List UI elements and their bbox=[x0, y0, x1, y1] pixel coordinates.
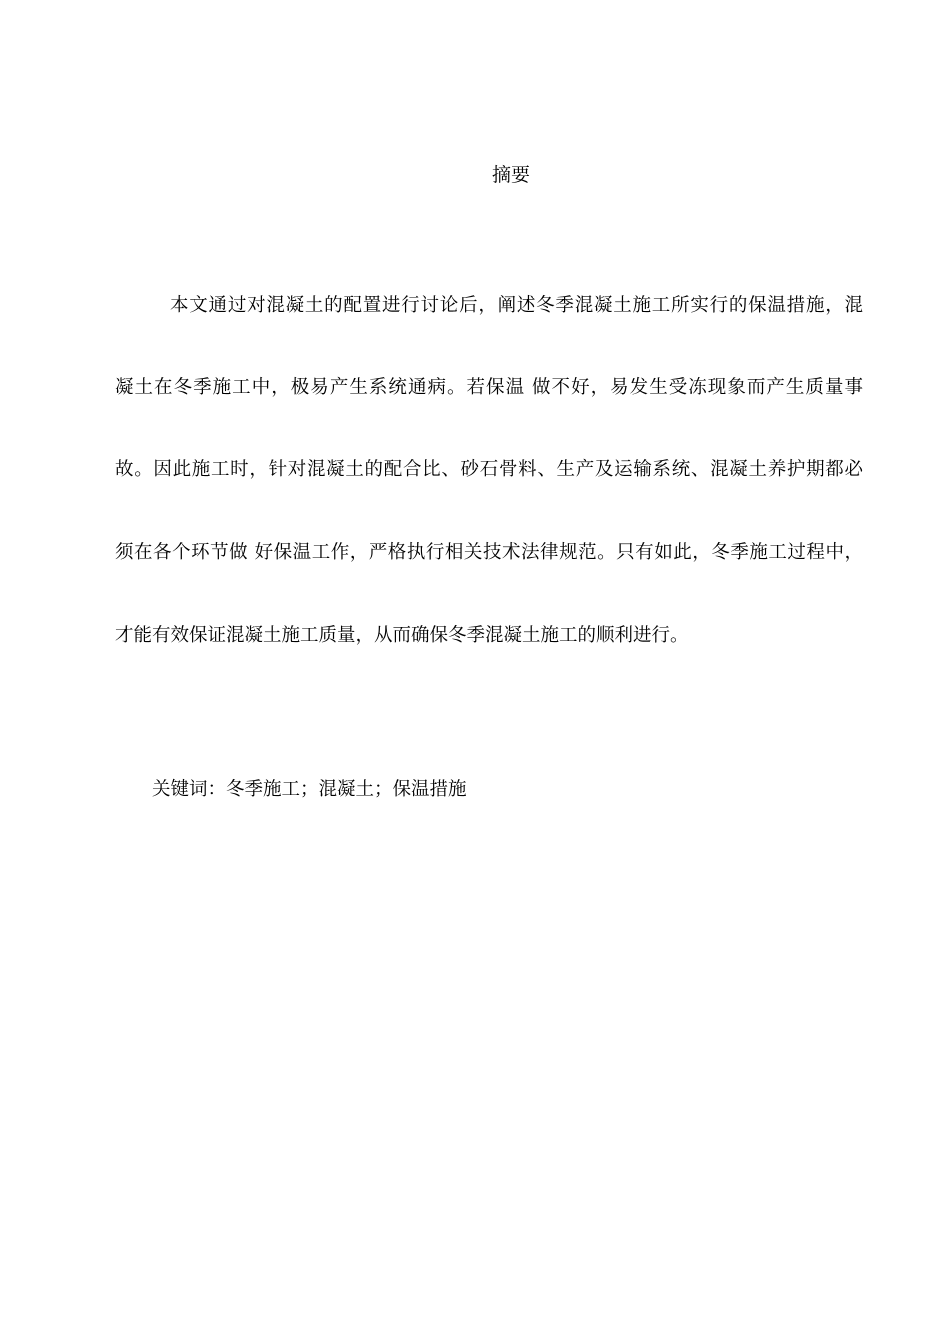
abstract-title: 摘要 bbox=[491, 164, 530, 186]
abstract-line-2: 凝土在冬季施工中，极易产生系统通病。若保温 做不好，易发生受冻现象而产生质量事 bbox=[115, 377, 863, 398]
abstract-line-1: 本文通过对混凝土的配置进行讨论后，阐述冬季混凝土施工所实行的保温措施，混 bbox=[170, 295, 863, 316]
keywords-line: 关键词：冬季施工；混凝土；保温措施 bbox=[152, 779, 467, 800]
abstract-line-3: 故。因此施工时，针对混凝土的配合比、砂石骨料、生产及运输系统、混凝土养护期都必 bbox=[115, 459, 863, 480]
abstract-line-5: 才能有效保证混凝土施工质量，从而确保冬季混凝土施工的顺利进行。 bbox=[115, 625, 689, 646]
abstract-line-4: 须在各个环节做 好保温工作，严格执行相关技术法律规范。只有如此，冬季施工过程中， bbox=[115, 542, 863, 563]
